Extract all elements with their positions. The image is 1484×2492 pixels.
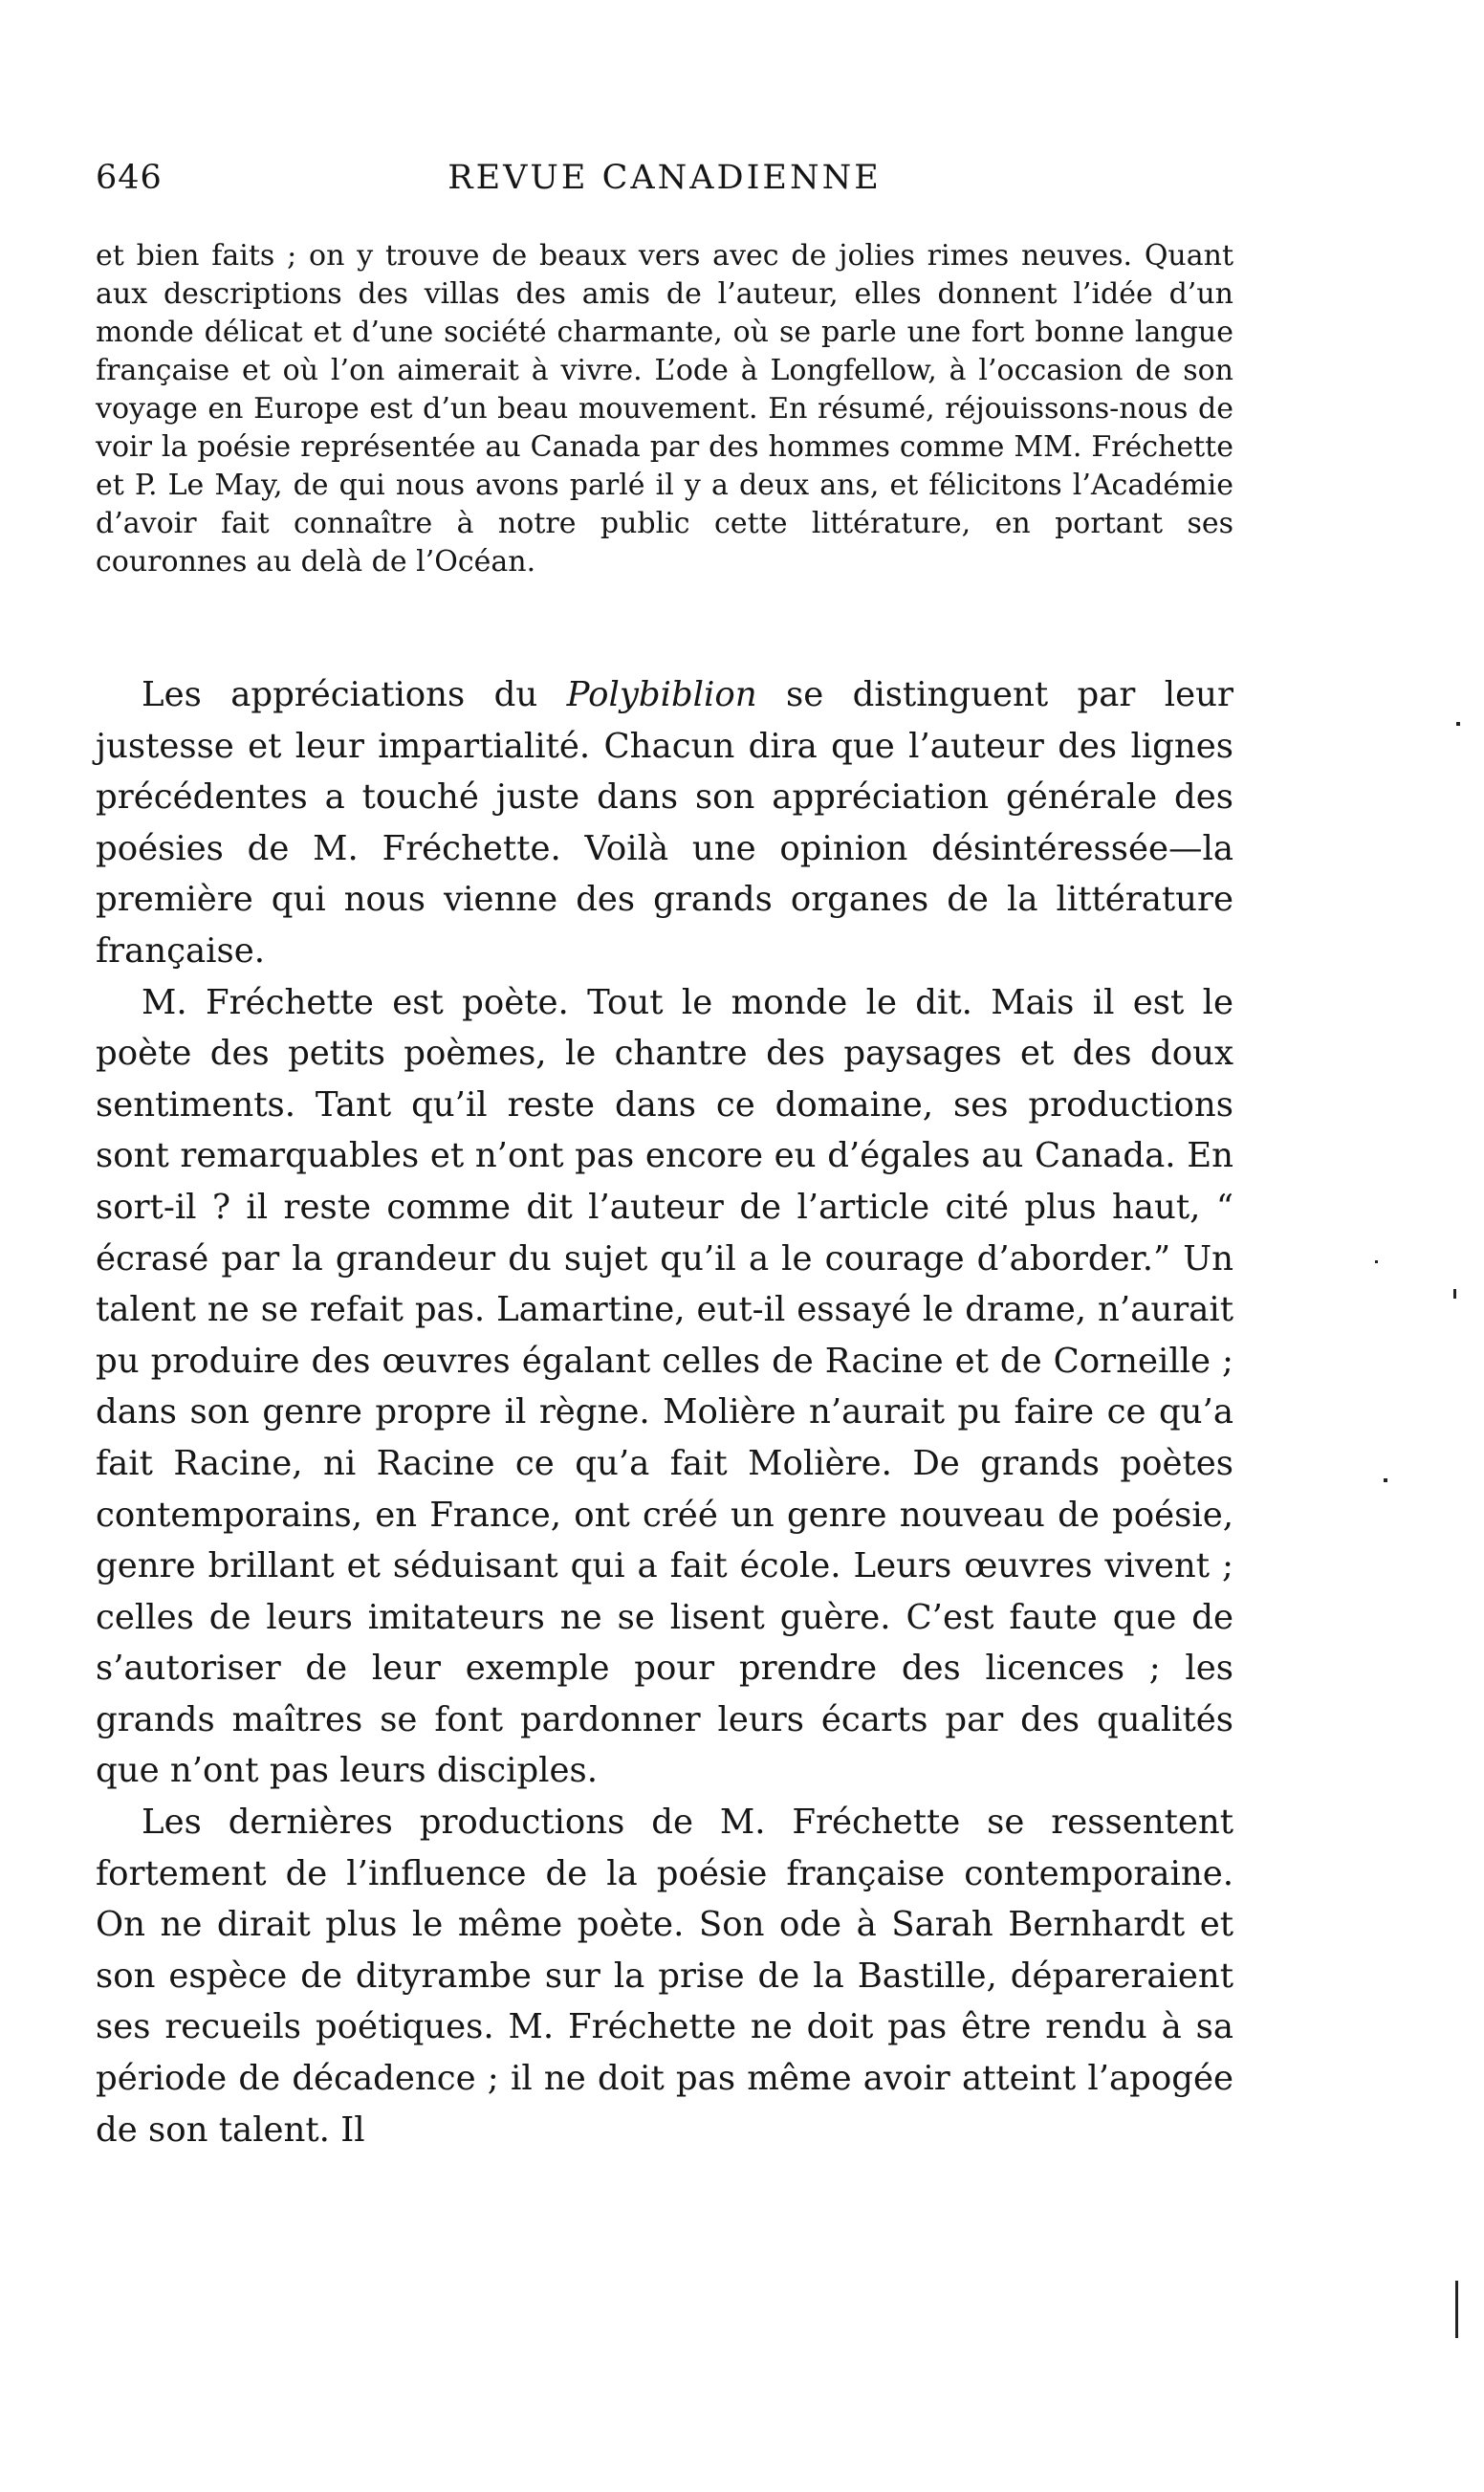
quote-paragraph: et bien faits ; on y trouve de beaux vers avec de jolies rimes neuves. Quant aux descriptions des villas des amis de l’auteur, elles donnent l’idée d’un monde délicat et d’une société charmante, où se parle une fort bonne langue française et où l’on aimerait à vivre. L’ode à Longfellow, à l’occasion de son voyage en Europe est d’un beau mouvement. En résumé, réjouissons-nous de voir la poésie représentée au Canada par des hommes comme MM. Fréchette et P. Le May, de qui nous avons parlé il y a deux ans, et félicitons l’Académie d’avoir fait connaître à notre public cette littérature, en portant ses couronnes au delà de l’Océan. <box>96 239 1233 579</box>
publication-title: Polybiblion <box>566 675 757 714</box>
paragraph-1-start: Les appréciations du <box>142 675 567 714</box>
paragraph-3: Les dernières productions de M. Fréchette se ressentent fortement de l’influence de la poésie française contemporaine. On ne dirait plus le même poète. Son ode à Sarah Bernhardt et son espèce de dityrambe sur la prise de la Bastille, dépareraient ses recueils poétiques. M. Fréchette ne doit pas être rendu à sa période de décadence ; il ne doit pas même avoir atteint l’apogée de son talent. Il <box>96 1803 1233 2150</box>
quoted-review <box>96 237 1233 581</box>
book-page <box>96 0 1233 2492</box>
running-head <box>96 159 1233 205</box>
page-number: 646 <box>96 159 163 197</box>
paragraph-1-rest: se distinguent par leur justesse et leur impartialité. Chacun dira que l’auteur des lignes précédentes a touché juste dans son appréciation générale des poésies de M. Fréchette. Voilà une opinion désintéressée—la première qui nous vienne des grands organes de la littérature française. <box>96 675 1233 971</box>
scan-speck <box>1453 1289 1456 1299</box>
scan-speck <box>1384 1478 1387 1482</box>
paragraph-1 <box>96 669 1233 977</box>
scan-speck <box>1456 722 1460 726</box>
scan-speck <box>1455 2281 1458 2338</box>
paragraph-2: M. Fréchette est poète. Tout le monde le dit. Mais il est le poète des petits poèmes, le chantre des paysages et des doux sentiments. Tant qu’il reste dans ce domaine, ses productions sont remarquables et n’ont pas encore eu d’égales au Canada. En sort-il ? il reste comme dit l’auteur de l’article cité plus haut, “ écrasé par la grandeur du sujet qu’il a le courage d’aborder.” Un talent ne se refait pas. Lamartine, eut-il essayé le drame, n’aurait pu produire des œuvres égalant celles de Racine et de Corneille ; dans son genre propre il règne. Molière n’aurait pu faire ce qu’a fait Racine, ni Racine ce qu’a fait Molière. De grands poètes contemporains, en France, ont créé un genre nouveau de poésie, genre brillant et séduisant qui a fait école. Leurs œuvres vivent ; celles de leurs imitateurs ne se lisent guère. C’est faute que de s’autoriser de leur exemple pour prendre des licences ; les grands maîtres se font pardonner leurs écarts par des qualités que n’ont pas leurs disciples. <box>96 982 1233 1791</box>
scan-speck <box>1375 1260 1378 1263</box>
main-text <box>96 669 1233 2155</box>
running-title: REVUE CANADIENNE <box>447 159 882 197</box>
